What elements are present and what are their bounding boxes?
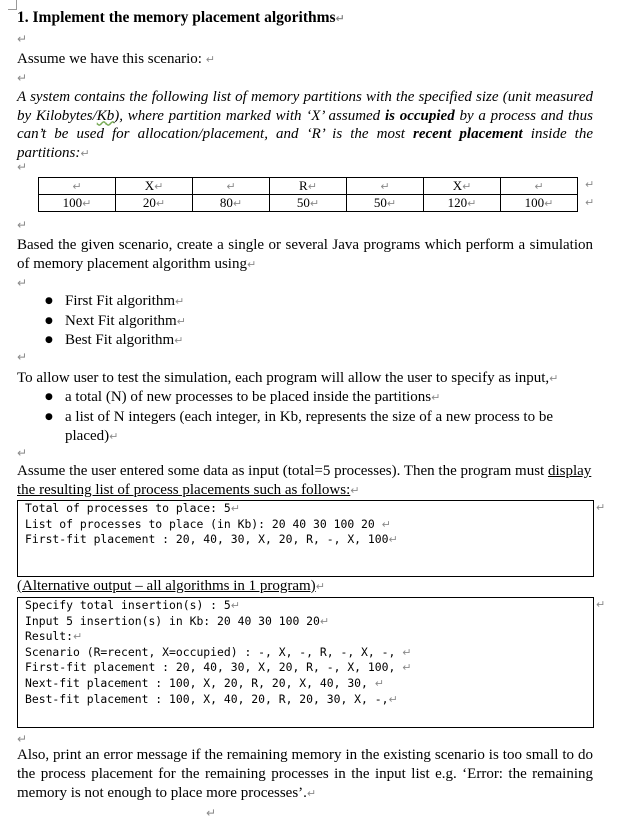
assume2-paragraph: Assume the user entered some data as input (total=5 processes). Then the program must display the resulting list of process placements such as follows:↵ <box>17 463 592 498</box>
list-item: ● Next Fit algorithm↵ <box>45 312 186 332</box>
paragraph-mark: ↵ <box>17 446 28 460</box>
paragraph-mark: ↵ <box>17 732 28 746</box>
partition-mark: X↵ <box>424 178 501 195</box>
partition-size: 20↵ <box>116 195 193 212</box>
partition-size: 50↵ <box>270 195 347 212</box>
code-line: List of processes to place (in Kb): 20 40 30 100 20 ↵ <box>25 516 391 531</box>
assume-text: Assume we have this scenario: ↵ <box>17 51 215 67</box>
code-line: Specify total insertion(s) : 5↵ <box>25 598 240 612</box>
list-item: ● a list of N integers (each integer, in Kb, represents the size of a new process to be placed)↵ <box>45 408 590 447</box>
code-line: Best-fit placement : 100, X, 40, 20, R, 20, 30, X, -,↵ <box>25 691 398 706</box>
page-corner-mark <box>8 9 16 10</box>
list-item: ● Best Fit algorithm↵ <box>45 331 186 351</box>
section-heading: 1. Implement the memory placement algorithms↵ <box>17 9 345 26</box>
output-box-1 <box>17 500 594 577</box>
partition-marks-row <box>39 178 578 195</box>
paragraph-mark: ↵ <box>17 350 28 364</box>
partition-mark: ↵ <box>347 178 424 195</box>
algorithm-list <box>45 292 186 351</box>
code-line: Input 5 insertion(s) in Kb: 20 40 30 100 20↵ <box>25 613 330 628</box>
code-line: First-fit placement : 20, 40, 30, X, 20, R, -, X, 100, ↵ <box>25 660 412 675</box>
partition-mark: ↵ <box>39 178 116 195</box>
also-paragraph: Also, print an error message if the remaining memory in the existing scenario is too small to do the process placement for the remaining processes in the input list e.g. ‘Error: the remaining memory is not enough to place more processes’.↵ <box>17 747 593 801</box>
list-item: ● a total (N) of new processes to be placed inside the partitions↵ <box>45 388 590 408</box>
alt-label: (Alternative output – all algorithms in 1 program)↵ <box>17 578 325 594</box>
output-box-2 <box>17 597 594 728</box>
partition-mark: ↵ <box>501 178 578 195</box>
partition-mark: ↵ <box>193 178 270 195</box>
partition-table <box>38 177 578 212</box>
partition-size: 100↵ <box>39 195 116 212</box>
partition-mark: X↵ <box>116 178 193 195</box>
partition-size: 120↵ <box>424 195 501 212</box>
row-end-mark: ↵ <box>596 501 606 514</box>
paragraph-mark: ↵ <box>17 218 28 232</box>
partition-size: 100↵ <box>501 195 578 212</box>
allow-text: To allow user to test the simulation, each program will allow the user to specify as input,↵ <box>17 370 559 386</box>
paragraph-mark: ↵ <box>206 806 217 820</box>
paragraph-mark: ↵ <box>17 276 28 290</box>
code-line: Next-fit placement : 100, X, 20, R, 20, X, 40, 30, ↵ <box>25 675 384 690</box>
based-paragraph: Based the given scenario, create a single or several Java programs which perform a simulation of memory placement algorithm using↵ <box>17 237 593 272</box>
partition-size: 50↵ <box>347 195 424 212</box>
row-end-mark: ↵ <box>585 178 595 191</box>
list-item: ● First Fit algorithm↵ <box>45 292 186 312</box>
paragraph-mark: ↵ <box>17 71 28 85</box>
partition-size: 80↵ <box>193 195 270 212</box>
row-end-mark: ↵ <box>596 598 606 611</box>
scenario-paragraph: A system contains the following list of memory partitions with the specified size (unit measured by Kilobytes/Kb), where partition marked with ‘X’ assumed is occupied by a process and thus can’t be used for allocation/placement, and ‘R’ is the most recent placement inside the partitions:↵ <box>17 89 594 161</box>
paragraph-mark: ↵ <box>17 32 28 46</box>
input-list <box>45 388 590 447</box>
code-line: Total of processes to place: 5↵ <box>25 501 240 515</box>
partition-sizes-row <box>39 195 578 212</box>
code-line: Result:↵ <box>25 629 83 644</box>
partition-mark: R↵ <box>270 178 347 195</box>
row-end-mark: ↵ <box>585 196 595 209</box>
code-line: First-fit placement : 20, 40, 30, X, 20, R, -, X, 100↵ <box>25 532 398 547</box>
code-line: Scenario (R=recent, X=occupied) : -, X, -, R, -, X, -, ↵ <box>25 644 412 659</box>
paragraph-mark: ↵ <box>17 160 28 174</box>
